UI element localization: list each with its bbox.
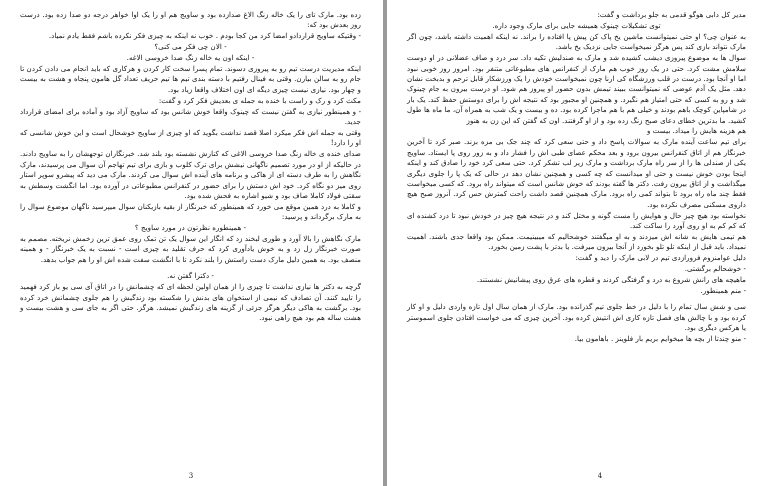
paragraph: مدیر کل دابی هوگو قدمی به جلو برداشت و گفت:: [597, 10, 746, 19]
paragraph: - دکترا گفتن نه.: [167, 271, 214, 281]
paragraph: سوال ها به موضوع پیروزی دیشب کشیده شد و مارک به صندلیش تکیه داد. سر درد و صاف عضلانی در او دوست سلامش مشت کرد. حتی در یک روز خوب هم مارک از کنفرانس های مطبوعاتی متنفر بود. امروز روز خوبی نبود اما او آنجا بود. درست در قلب ورزشگاه کی ارنا چون نمیخواست خودش را یک ورزشکار قابل ترحم و بدبخت نشان دهد. مثل یک آدم عوضی که نمیتوانست ببیند تیمش بدون حضور او پیروز هم شود. او درست بیرون به جام چینوک شد و رو به کسی که حتی امتیاز هم نگیرد. و همچنین او مجبور بود که نتیجه اش را برای دوستش حفظ کند. یک بار در شامپاین کوچک باهم بودند و خیلی هم با هم ماجرا کرده بود. ده و بیست و یک شب به همراه آن، ما ماه ها طول کشید. ما بدترین خطای دعای صبح زنگ زده بود و از او گرفتند. اون که گفتن که این زن به هنوز: [407, 53, 746, 125]
paragraph: مکث کرد و رک و راست با خنده به جمله ی بعدیش فکر کرد و گفت:: [158, 95, 361, 105]
paragraph: ماهیچه های رانش شروع به درد و گرفتگی کردند و قطره های عرق روی پیشانیش نشستند.: [476, 275, 746, 285]
paragraph: - منو چندتا از بچه ها میخوایم بریم بار فلوینز . باهامون بیا.: [574, 334, 746, 344]
left-page: [0, 0, 383, 486]
paragraph: - و همینطور نیازی به گفتن نیست که چینوک واقعا خوش شانس بود که ساویج آزاد بود و آماده برای امضای قرارداد جدید.: [20, 106, 361, 127]
paragraph: سی و شش سال تمام را با دلیل در خط جلوی تیم گذرانده بود. مارک از همان سال اول تازه واردی دلیل و او کار کرده بود و با چالش های فصل تازه کاری اش انتیش کرده بود. آخرین چیزی که می خواست افتادن جلوی اسموستر یا هرکس دیگری بود.: [407, 302, 746, 333]
paragraph: نخواسته بود هیچ چیز حال و هوایش را مست گونه و مختل کند و در نتیجه هیچ چیز در خودش نبود تا درد کشنده ای که کم کم به او روی آورد را ساکت کند.: [407, 210, 746, 231]
paragraph: - خوشحالم برگشتی.: [684, 264, 746, 274]
paragraph: - همینطوره نظرتون در مورد ساویج ؟: [134, 223, 247, 233]
paragraph: - منم همینطور.: [700, 286, 746, 296]
paragraph: صدای خنده ی خاله زنگ صدا خروسی الاغی که کنارش نشسته بود بلند شد. خبرنگاران توجهشان را به ساویج دادند. در حالیکه از او در مورد تصمیم ناگهانی نیشش برای ترک کلوب و بازی برای تیم تهاجم آن سوال می پرسیدند، مارک نگاهش را به طرف دسته ای از هاکی و برنامه های آینده اش سوال می کردند. مارک می دید که پیشرو سوپر استار روی میز دو نگاه کرد. خود اش دستش را برای حضور در کنفرانس مطبوعاتی در آورده بود. اما انگشت وسطش به سقتی فولاد کاملا صاف بود و شیو اشاره به فحش شده بود.: [20, 149, 361, 200]
paragraph: زده بود. مارک تای را یک خاله زنگ الاغ صدازده بود و ساویج هم او را یک اوا خواهر درجه دو صدا زده بود. درست روز بعدش بود که:: [20, 10, 361, 30]
page-number: 3: [188, 472, 194, 480]
paragraph: برای تیم ساعت آینده مارک به سوالات پاسخ داد و حتی سعی کرد که چند جک بی مزه بزند. صبر کرد تا آخرین خبرنگار هم از اتاق کنفرانس بیرون برود و بعد محکم عصای طبی اش را فشار داد و به زور روی پا ایستاد. ساویج یکی از صندلی ها را از سر راه مارک برداشت و مارک زیر لب تشکر کرد. حتی سعی کرد خود را صادق کند و اینکه اینجا بودن خوش نیست و حتی او میدانست که چه کسی و همچنین نشان دهد در حالی که یک پا را جلوی دیگری میگذاشت و از اتاق بیرون رفت. دکتر ها گفته بودند که خوش شانس است که میتواند راه برود. که کسی میخواست فقط چند ماه راه برود تا بتواند کمی راه برود. مارک همچنین قصد داشت راحت کمترش حس کرد. آنروز صبح هیچ داروی مسکنی مصرف نکرده بود.: [407, 137, 746, 209]
paragraph: هم هزینه هایش را میداد. بیست و: [646, 126, 746, 136]
paragraph: وقتی به جمله اش فکر میکرد اصلا قصد نداشت بگوید که او چیزی از ساویج خوشحال است و این خوش شانسی که او را دارد!: [20, 127, 361, 148]
paragraph: دلیل عوامنزوم فرورازدی تیم در لابی مارک را دید و گفت:: [575, 253, 746, 263]
paragraph: مارک نگاهش را بالا آورد و طوری لبخند زد که انگار این سوال یک تن تمک روی عمق ترین زخمش نریخته. مصمم به صورت خبرنگار زل زد و به خوش یادآوری کرد که حرف تقلید به چیزی است - نسبت به یک خبرنگار - و همینه منصف بود. به همین دلیل مارک دست راستش را بلند نکرد تا با انگشت سفت شده اش او را هم جواب بدهد.: [20, 234, 361, 264]
paragraph: اینکه مدیریت درست تیم رو به پیروزی دسوند. تمام پسرا سخت کار کردن و هرکاری که باید انجام می دادن کردن تا جام رو به سالن بیارن. وقتی به فینال رفتیم با دسته بندی تیم ها تیم حریف تعداد گل هامون پنجاه و هشت به بیست و چهار بود. نیازی نیست چیزی دیگه ای اون اختلاف واقعا زیاد بود.: [20, 64, 361, 94]
paragraph: و کاملا به درد همین موقع می خورد که همینطور که خبرنگار از بقیه بازیکنان سوال میپرسید ناگهان موضوع سوال را به مارک برگرداند و پرسید:: [20, 201, 361, 222]
paragraph: توی تشکیلات چینوک همیشه جایی برای مارک وجود داره.: [492, 20, 661, 30]
paragraph: گرچه به دکتر ها نیازی نداشت تا چیزی را از همان اولین لحظه ای که چشمانش را در اتاق آی سی یو باز کرد فهمید را تایید کنند. آن تصادف که نیمی از استخوان های بدنش را شکسته بود زندگیش را هم جلوی چشمانش خرد کرده بود. برگشت به هاکی دیگر هرگز جزئی از گزینه های زندگیش نمیشد. هرگز. حتی اگر به جای سی و هشت بیست و هشت ساله هم بود هیچ راهی نبود.: [20, 282, 361, 323]
left-page-text: [20, 10, 361, 324]
page-number: 4: [597, 472, 603, 480]
paragraph: - الان چی فکر می کنی؟: [154, 42, 227, 52]
paragraph: - وقتیکه ساویج قراردادو امضا کرد من کجا بودم . خوب نه اینکه به چیزی فکر نکرده باشم فقط یادم نمیاد.: [48, 31, 361, 41]
right-page-text: [407, 10, 746, 345]
right-page: [387, 0, 768, 486]
paragraph: - اینکه اون یه خاله زنگ صدا خروسی الاغه.: [126, 53, 255, 63]
paragraph: هم تیمی هایش به شانه اش میزدند و به او میگفتند خوشحالیم که میبینیمت. ممکن بود واقعا جدی باشند. اهمیت نمیداد. باید قبل از اینکه تلو تلو بخورد از آنجا بیرون میرفت. یا بدتر با پشت زمین بخورد.: [407, 232, 746, 252]
paragraph: به عنوان چی؟ او حتی نمیتوانست ماشین یخ پاک کن پیش پا افتاده را براند. نه اینکه اهمیت داشته باشد، چون اگر مارک نتواند بازی کند پس هرگز نمیخواست جایی نزدیک یخ باشد.: [407, 31, 746, 52]
